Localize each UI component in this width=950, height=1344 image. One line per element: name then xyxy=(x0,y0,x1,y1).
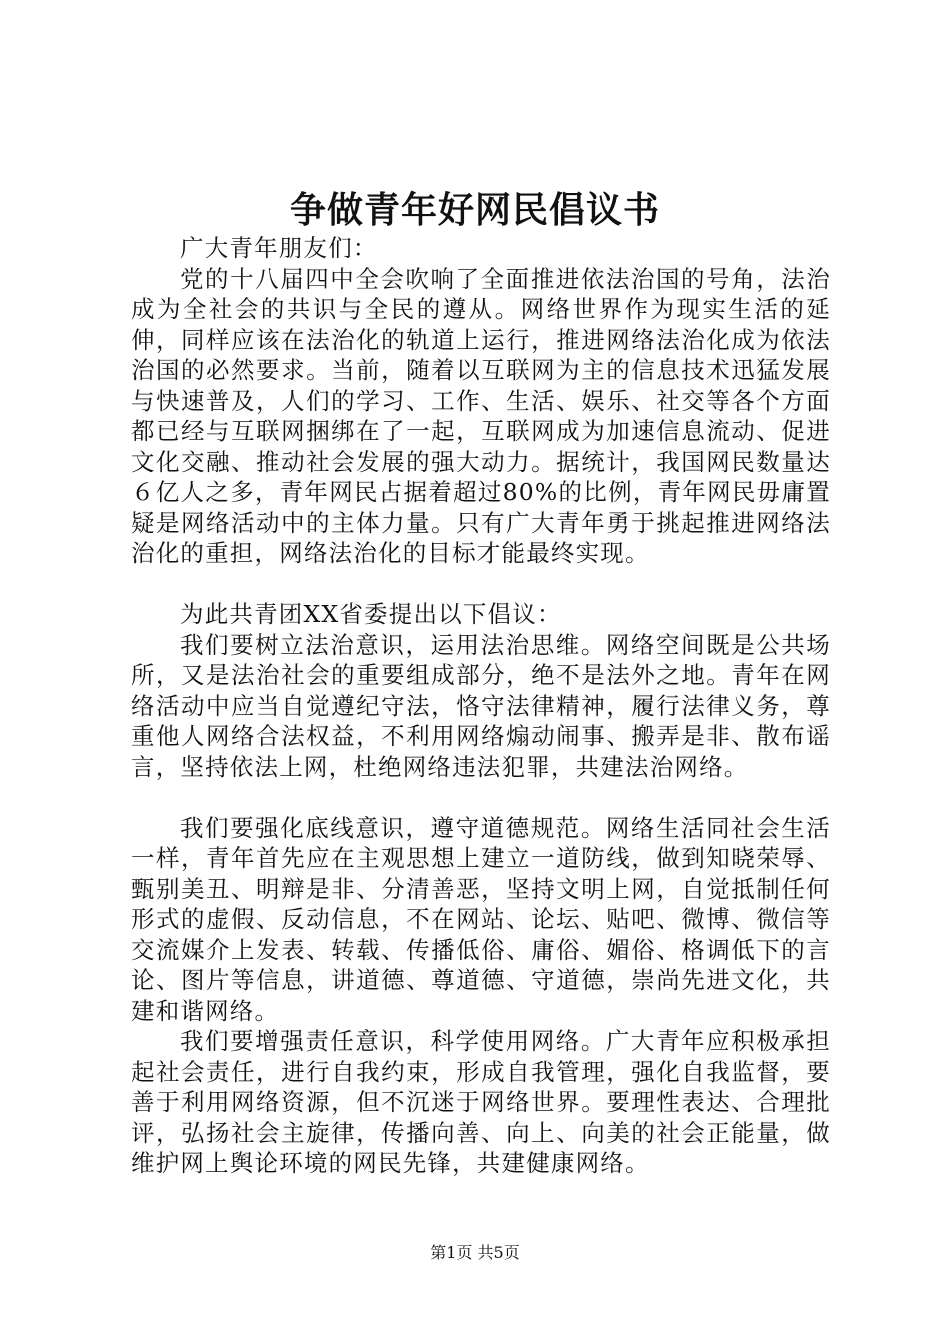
paragraph-gap xyxy=(131,569,831,600)
paragraph-intro: 党的十八届四中全会吹响了全面推进依法治国的号角，法治成为全社会的共识与全民的遵从。网络世界作为现实生活的延伸，同样应该在法治化的轨道上运行，推进网络法治化成为依法治国的必然要求。当前，随着以互联网为主的信息技术迅猛发展与快速普及，人们的学习、工作、生活、娱乐、社交等各个方面都已经与互联网捆绑在了一起，互联网成为加速信息流动、促进文化交融、推动社会发展的强大动力。据统计，我国网民数量达６亿人之多，青年网民占据着超过80%的比例，青年网民毋庸置疑是网络活动中的主体力量。只有广大青年勇于挑起推进网络法治化的重担，网络法治化的目标才能最终实现。 xyxy=(131,264,831,567)
page-number-footer: 第1页 共5页 xyxy=(430,1243,520,1262)
document-body xyxy=(131,233,831,1179)
paragraph-proposal-lead: 为此共青团XX省委提出以下倡议： xyxy=(180,600,562,628)
paragraph-gap xyxy=(131,782,831,813)
paragraph-responsibility: 我们要增强责任意识，科学使用网络。广大青年应积极承担起社会责任，进行自我约束，形成自我管理，强化自我监督，要善于利用网络资源，但不沉迷于网络世界。要理性表达、合理批评，弘扬社会主旋律，传播向善、向上、向美的社会正能量，做维护网上舆论环境的网民先锋，共建健康网络。 xyxy=(131,1027,831,1177)
paragraph-moral-bottom-line: 我们要强化底线意识，遵守道德规范。网络生活同社会生活一样，青年首先应在主观思想上建立一道防线，做到知晓荣辱、甄别美丑、明辩是非、分清善恶，坚持文明上网，自觉抵制任何形式的虚假、反动信息，不在网站、论坛、贴吧、微博、微信等交流媒介上发表、转载、传播低俗、庸俗、媚俗、格调低下的言论、图片等信息，讲道德、尊道德、守道德，崇尚先进文化，共建和谐网络。 xyxy=(131,813,831,1025)
paragraph-rule-of-law: 我们要树立法治意识，运用法治思维。网络空间既是公共场所，又是法治社会的重要组成部分，绝不是法外之地。青年在网络活动中应当自觉遵纪守法，恪守法律精神，履行法律义务，尊重他人网络合法权益，不利用网络煽动闹事、搬弄是非、散布谣言，坚持依法上网，杜绝网络违法犯罪，共建法治网络。 xyxy=(131,630,831,781)
salutation: 广大青年朋友们： xyxy=(180,234,378,262)
document-title: 争做青年好网民倡议书 xyxy=(289,189,660,231)
